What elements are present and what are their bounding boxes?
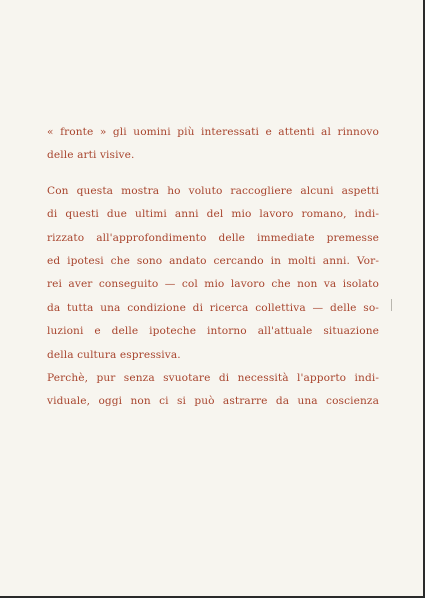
text-line: viduale, oggi non ci si può astrarre da una coscienza <box>47 395 379 408</box>
paragraph-gap <box>47 168 379 180</box>
text-line: di questi due ultimi anni del mio lavoro romano, indi- <box>47 208 379 221</box>
paragraph-2 <box>47 180 379 367</box>
text-line: da tutta una condizione di ricerca collettiva — delle so- <box>47 301 379 314</box>
text-line: Perchè, pur senza svuotare di necessità l'apporto indi- <box>47 371 379 384</box>
text-line: rei aver conseguito — col mio lavoro che non va isolato <box>47 278 379 291</box>
paragraph-3 <box>47 367 379 414</box>
text-line: delle arti visive. <box>47 149 135 162</box>
text-line: ed ipotesi che sono andato cercando in molti anni. Vor- <box>47 254 379 267</box>
body-text <box>47 121 379 414</box>
paragraph-1 <box>47 121 379 168</box>
text-line: rizzato all'approfondimento delle immediate premesse <box>47 231 379 244</box>
text-line: « fronte » gli uomini più interessati e attenti al rinnovo <box>47 126 379 138</box>
text-line: della cultura espressiva. <box>47 348 181 361</box>
margin-mark <box>391 299 392 311</box>
text-line: luzioni e delle ipoteche intorno all'attuale situazione <box>47 325 379 338</box>
text-line: Con questa mostra ho voluto raccogliere alcuni aspetti <box>47 184 379 197</box>
